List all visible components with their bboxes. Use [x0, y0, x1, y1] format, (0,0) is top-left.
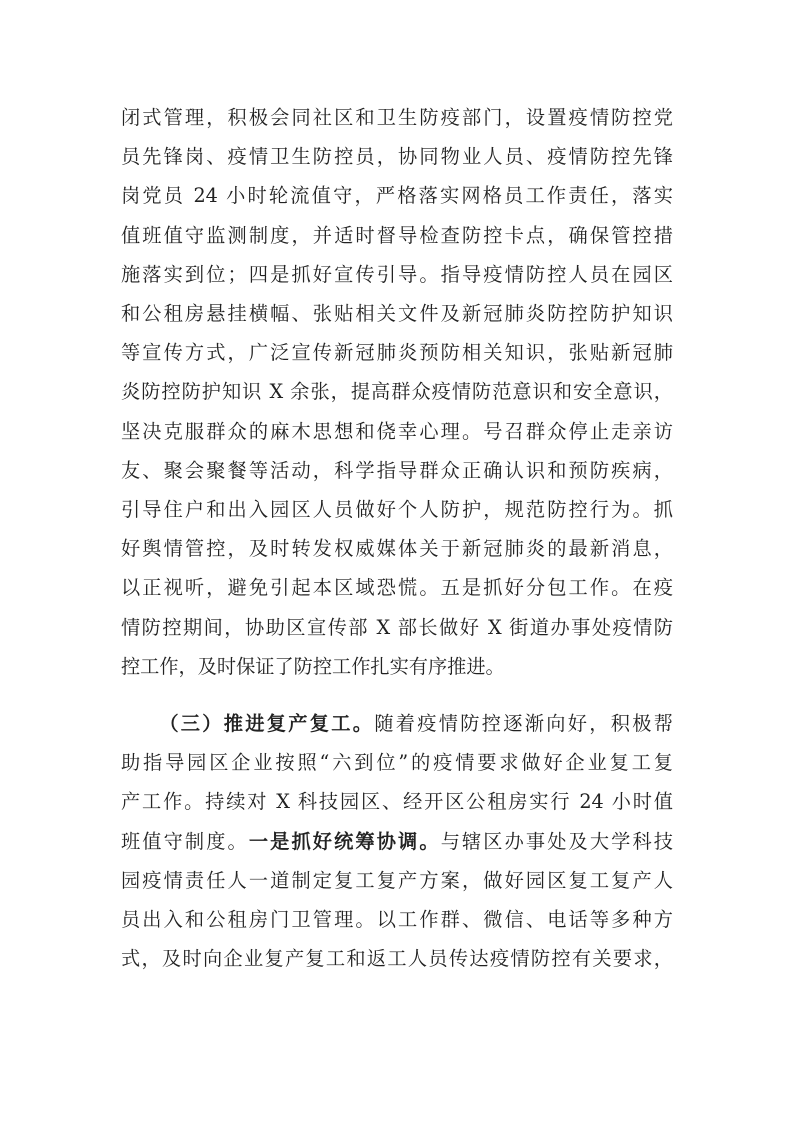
text-line: 施落实到位；四是抓好宣传引导。指导疫情防控人员在园区: [121, 262, 673, 286]
text-segment: 随着疫情防控逐渐向好，积极帮: [374, 712, 673, 735]
text-line: 园疫情责任人一道制定复工复产方案，做好园区复工复产人: [121, 868, 673, 892]
text-line: 助指导园区企业按照“六到位”的疫情要求做好企业复工复: [121, 751, 673, 775]
text-line: 情防控期间，协助区宣传部 X 部长做好 X 街道办事处疫情防: [121, 615, 673, 639]
text-line: 员出入和公租房门卫管理。以工作群、微信、电话等多种方: [121, 908, 673, 932]
text-line: 闭式管理，积极会同社区和卫生防疫部门，设置疫情防控党: [121, 106, 673, 129]
text-line: 员先锋岗、疫情卫生防控员，协同物业人员、疫情防控先锋: [121, 145, 673, 169]
text-line: 和公租房悬挂横幅、张贴相关文件及新冠肺炎防控防护知识: [121, 302, 673, 326]
text-segment: 与辖区办事处及大学科技: [440, 829, 673, 853]
text-line: [121, 704, 673, 743]
text-line: [121, 822, 673, 861]
text-line: 等宣传方式，广泛宣传新冠肺炎预防相关知识，张贴新冠肺: [121, 341, 673, 365]
text-line: 炎防控防护知识 X 余张，提高群众疫情防范意识和安全意识，: [121, 380, 673, 404]
text-line: 产工作。持续对 X 科技园区、经开区公租房实行 24 小时值: [121, 790, 673, 814]
paragraph-continued: [121, 98, 673, 686]
text-line: 控工作，及时保证了防控工作扎实有序推进。: [121, 654, 505, 678]
text-line: 值班值守监测制度，并适时督导检查防控卡点，确保管控措: [121, 223, 673, 247]
text-line: 岗党员 24 小时轮流值守，严格落实网格员工作责任，落实: [121, 184, 673, 208]
text-line: 式，及时向企业复产复工和返工人员传达疫情防控有关要求，: [121, 947, 673, 971]
text-line: 引导住户和出入园区人员做好个人防护，规范防控行为。抓: [121, 498, 673, 522]
section-heading: （三）推进复产复工。: [157, 712, 375, 735]
text-line: 友、聚会聚餐等活动，科学指导群众正确认识和预防疾病，: [121, 458, 673, 482]
bold-subheading: 一是抓好统筹协调。: [248, 829, 441, 853]
text-line: 以正视听，避免引起本区域恐慌。五是抓好分包工作。在疫: [121, 576, 673, 600]
text-line: 好舆情管控，及时转发权威媒体关于新冠肺炎的最新消息，: [121, 537, 673, 561]
text-segment: 班值守制度。: [121, 829, 249, 853]
paragraph-resume-production: [121, 704, 673, 978]
text-line: 坚决克服群众的麻木思想和侥幸心理。号召群众停止走亲访: [121, 419, 673, 443]
